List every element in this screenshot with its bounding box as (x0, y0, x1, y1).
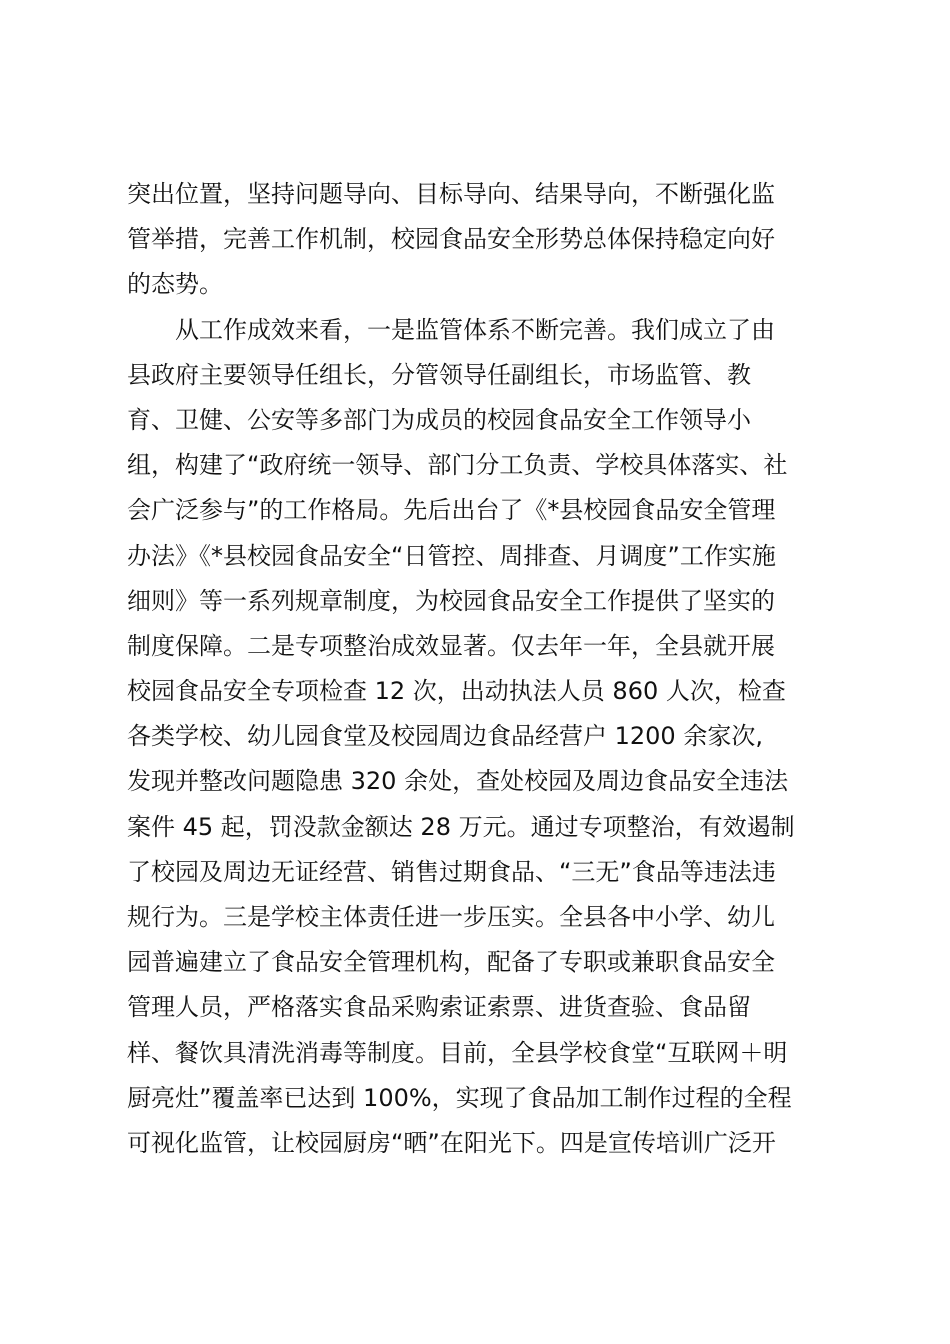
text-line: 办法》《*县校园食品安全“日管控、周排查、月调度”工作实施 (127, 541, 776, 570)
text-line: 会广泛参与”的工作格局。先后出台了《*县校园食品安全管理 (127, 496, 776, 525)
text-line: 组，构建了“政府统一领导、部门分工负责、学校具体落实、社 (127, 451, 788, 480)
text-line: 校园食品安全专项检查 12 次，出动执法人员 860 人次，检查 (127, 677, 786, 706)
text-line: 发现并整改问题隐患 320 余处，查处校园及周边食品安全违法 (127, 767, 789, 796)
text-line: 可视化监管，让校园厨房“晒”在阳光下。四是宣传培训广泛开 (127, 1128, 776, 1157)
text-line: 的态势。 (127, 270, 223, 299)
text-line: 县政府主要领导任组长，分管领导任副组长，市场监管、教 (127, 360, 751, 389)
text-line: 厨亮灶”覆盖率已达到 100%，实现了食品加工制作过程的全程 (127, 1083, 792, 1112)
text-line: 案件 45 起，罚没款金额达 28 万元。通过专项整治，有效遏制 (127, 812, 795, 841)
text-line: 育、卫健、公安等多部门为成员的校园食品安全工作领导小 (127, 405, 751, 434)
text-line: 制度保障。二是专项整治成效显著。仅去年一年，全县就开展 (127, 631, 775, 660)
text-line: 样、餐饮具清洗消毒等制度。目前，全县学校食堂“互联网＋明 (127, 1038, 788, 1067)
text-line: 规行为。三是学校主体责任进一步压实。全县各中小学、幼儿 (127, 903, 775, 931)
text-line: 了校园及周边无证经营、销售过期食品、“三无”食品等违法违 (127, 857, 776, 886)
body-text (127, 172, 847, 1166)
text-line: 园普遍建立了食品安全管理机构，配备了专职或兼职食品安全 (127, 948, 775, 977)
text-line: 各类学校、幼儿园食堂及校园周边食品经营户 1200 余家次, (127, 722, 763, 751)
text-line: 突出位置，坚持问题导向、目标导向、结果导向，不断强化监 (127, 180, 775, 208)
text-line: 管举措，完善工作机制，校园食品安全形势总体保持稳定向好 (127, 225, 775, 254)
text-line: 细则》等一系列规章制度，为校园食品安全工作提供了坚实的 (127, 586, 775, 615)
paragraph-first-line: 从工作成效来看，一是监管体系不断完善。我们成立了由 (175, 315, 775, 344)
text-line: 管理人员，严格落实食品采购索证索票、进货查验、食品留 (127, 993, 751, 1022)
